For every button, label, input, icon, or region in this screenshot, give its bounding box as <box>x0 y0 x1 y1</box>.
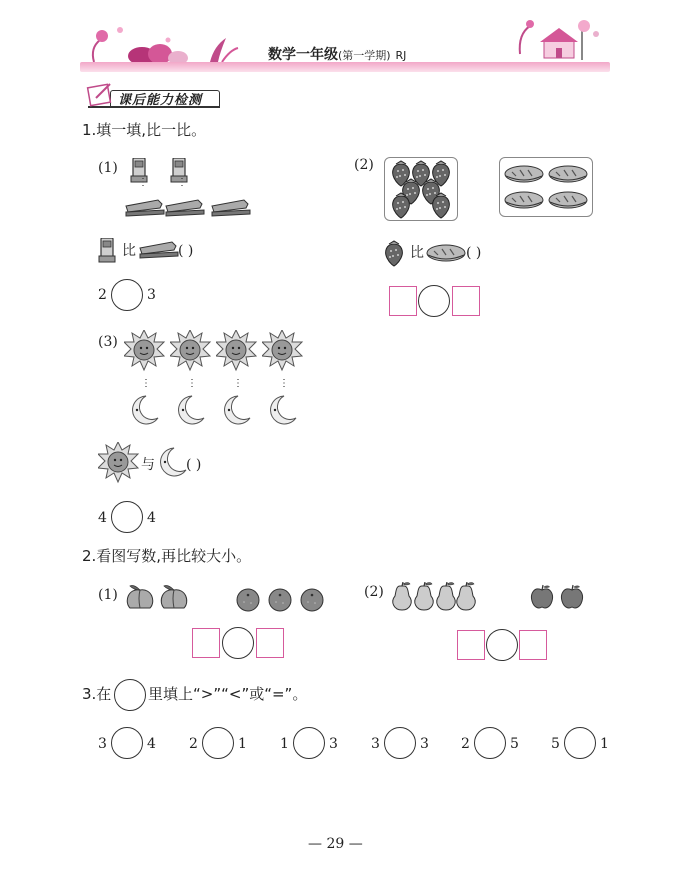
stapler-icon <box>124 196 166 218</box>
pen-note-icon <box>86 80 116 108</box>
answer-box-left[interactable] <box>192 628 220 658</box>
peach-icon <box>158 584 192 612</box>
q3-item-5-left: 2 <box>461 736 470 752</box>
pear-icon <box>390 582 414 612</box>
strawberry-box <box>384 157 458 221</box>
q3-item-1-right: 4 <box>147 736 156 752</box>
orange-icon <box>236 588 262 614</box>
stapler-icon <box>164 196 206 218</box>
q1-p3-label: (3) <box>98 334 118 350</box>
answer-blank[interactable]: ( ) <box>186 457 202 473</box>
q1-p1-label: (1) <box>98 160 118 176</box>
q2-p2-label: (2) <box>364 584 384 600</box>
q2-title: 2.看图写数,再比较大小。 <box>82 547 252 565</box>
q3-item-1-left: 3 <box>98 736 107 752</box>
q3-item-4-right: 3 <box>420 736 429 752</box>
compare-word: 比 <box>122 243 136 259</box>
compare-circle[interactable] <box>384 727 416 759</box>
compare-circle[interactable] <box>486 629 518 661</box>
compare-circle[interactable] <box>202 727 234 759</box>
sun-icon <box>262 330 304 372</box>
moon-icon <box>220 394 254 426</box>
orange-icon <box>268 588 294 614</box>
q3-item-2-left: 2 <box>189 736 198 752</box>
compare-circle[interactable] <box>111 279 143 311</box>
apple-icon <box>530 584 556 612</box>
answer-blank[interactable]: ( ) <box>178 243 194 259</box>
answer-box-right[interactable] <box>256 628 284 658</box>
q3-item-6-left: 5 <box>551 736 560 752</box>
compare-circle[interactable] <box>111 727 143 759</box>
compare-circle-example <box>114 679 146 711</box>
semester-label: (第一学期) <box>338 49 391 62</box>
apple-icon <box>560 584 586 612</box>
sun-icon <box>170 330 212 372</box>
moon-icon <box>266 394 300 426</box>
number-right: 3 <box>147 287 156 303</box>
compare-circle[interactable] <box>222 627 254 659</box>
page-number: — 29 — <box>308 836 363 852</box>
q2-p1-label: (1) <box>98 587 118 603</box>
number-right: 4 <box>147 510 156 526</box>
edition-label: RJ <box>395 49 407 62</box>
sun-icon <box>98 442 140 484</box>
compare-word: 比 <box>410 245 424 261</box>
number-left: 4 <box>98 510 107 526</box>
orange-icon <box>300 588 326 614</box>
strawberry-icon <box>384 240 406 268</box>
pear-icon <box>454 582 478 612</box>
compare-circle[interactable] <box>111 501 143 533</box>
stapler-icon <box>210 196 252 218</box>
moon-icon <box>174 394 208 426</box>
dotted-line: ⋮ <box>279 378 289 389</box>
compare-circle[interactable] <box>293 727 325 759</box>
section-title: 课后能力检测 <box>118 93 203 108</box>
dotted-line: ⋮ <box>187 378 197 389</box>
q3-item-6-right: 1 <box>600 736 609 752</box>
sun-icon <box>216 330 258 372</box>
bread-icon <box>426 243 468 265</box>
q3-title-end: 里填上“>”“<”或“=”。 <box>148 685 308 703</box>
q3-item-4-left: 3 <box>371 736 380 752</box>
grade-title: 数学一年级 <box>268 47 338 63</box>
number-left: 2 <box>98 287 107 303</box>
moon-icon <box>128 394 162 426</box>
header-title <box>268 44 406 64</box>
answer-box-left[interactable] <box>389 286 417 316</box>
pencil-sharpener-icon <box>98 238 118 264</box>
bread-group-icon <box>500 158 592 216</box>
compare-circle[interactable] <box>564 727 596 759</box>
q3-item-3-left: 1 <box>280 736 289 752</box>
answer-blank[interactable]: ( ) <box>466 245 482 261</box>
compare-circle[interactable] <box>418 285 450 317</box>
house-decoration-icon <box>500 14 610 66</box>
compare-circle[interactable] <box>474 727 506 759</box>
dotted-line: ⋮ <box>141 378 151 389</box>
moon-icon <box>156 446 190 478</box>
q3-item-2-right: 1 <box>238 736 247 752</box>
dotted-line: ⋮ <box>177 177 187 188</box>
dotted-line: ⋮ <box>233 378 243 389</box>
q1-title: 1.填一填,比一比。 <box>82 121 207 139</box>
q3-item-3-right: 3 <box>329 736 338 752</box>
q3-item-5-right: 5 <box>510 736 519 752</box>
flower-decoration-icon <box>80 22 240 66</box>
dotted-line: ⋮ <box>138 177 148 188</box>
peach-icon <box>124 584 158 612</box>
answer-box-left[interactable] <box>457 630 485 660</box>
bread-box <box>499 157 593 217</box>
pear-icon <box>412 582 436 612</box>
answer-box-right[interactable] <box>519 630 547 660</box>
compare-word: 与 <box>141 457 155 473</box>
answer-box-right[interactable] <box>452 286 480 316</box>
stapler-icon <box>138 238 180 260</box>
strawberry-group-icon <box>385 158 457 220</box>
sun-icon <box>124 330 166 372</box>
q3-title-start: 3.在 <box>82 685 112 703</box>
q1-p2-label: (2) <box>354 157 374 173</box>
